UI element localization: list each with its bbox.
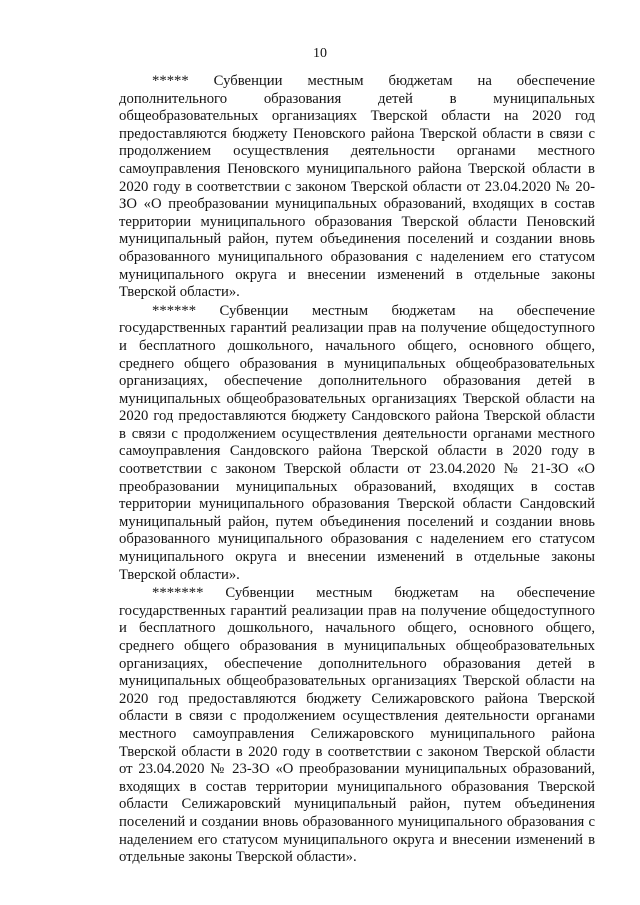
footnote-paragraph-5-stars: ***** Субвенции местным бюджетам на обеспечение дополнительного образования детей в муниципальных общеобразовательных организациях Тверской области на 2020 год предоставляются бюджету Пеновского района Тверской области в связи с продолжением осуществления деятельности органами местного самоуправления Пеновского муниципального района Тверской области в 2020 году в соответствии с законом Тверской области от 23.04.2020 № 20-ЗО «О преобразовании муниципальных образований, входящих в состав территории муниципального образования Тверской области Пеновский муниципальный район, путем объединения поселений и создании вновь образованного муниципального образования с наделением его статусом муниципального округа и внесении изменений в отдельные законы Тверской области». <box>119 73 595 301</box>
footnote-paragraph-6-stars: ****** Субвенции местным бюджетам на обеспечение государственных гарантий реализации прав на получение общедоступного и бесплатного дошкольного, начального общего, основного общего, среднего общего образования в муниципальных общеобразовательных организациях, обеспечение дополнительного образования детей в муниципальных общеобразовательных организациях Тверской области на 2020 год предоставляются бюджету Сандовского района Тверской области в связи с продолжением осуществления деятельности органами местного самоуправления Сандовского района Тверской области в 2020 году в соответствии с законом Тверской области от 23.04.2020 № 21-ЗО «О преобразовании муниципальных образований, входящих в состав территории муниципального образования Тверской области Сандовский муниципальный район, путем объединения поселений и создании вновь образованного муниципального образования с наделением его статусом муниципального округа и внесении изменений в отдельные законы Тверской области». <box>119 302 595 583</box>
document-body <box>119 73 595 868</box>
footnote-paragraph-7-stars: ******* Субвенции местным бюджетам на обеспечение государственных гарантий реализации прав на получение общедоступного и бесплатного дошкольного, начального общего, основного общего, среднего общего образования в муниципальных общеобразовательных организациях, обеспечение дополнительного образования детей в муниципальных общеобразовательных организациях Тверской области на 2020 год предоставляются бюджету Селижаровского района Тверской области в связи с продолжением осуществления деятельности органами местного самоуправления Селижаровского муниципального района Тверской области в 2020 году в соответствии с законом Тверской области от 23.04.2020 № 23-ЗО «О преобразовании муниципальных образований, входящих в состав территории муниципального образования Тверской области Селижаровский муниципальный район, путем объединения поселений и создании вновь образованного муниципального образования с наделением его статусом муниципального округа и внесении изменений в отдельные законы Тверской области». <box>119 585 595 866</box>
page-number: 10 <box>313 46 327 61</box>
